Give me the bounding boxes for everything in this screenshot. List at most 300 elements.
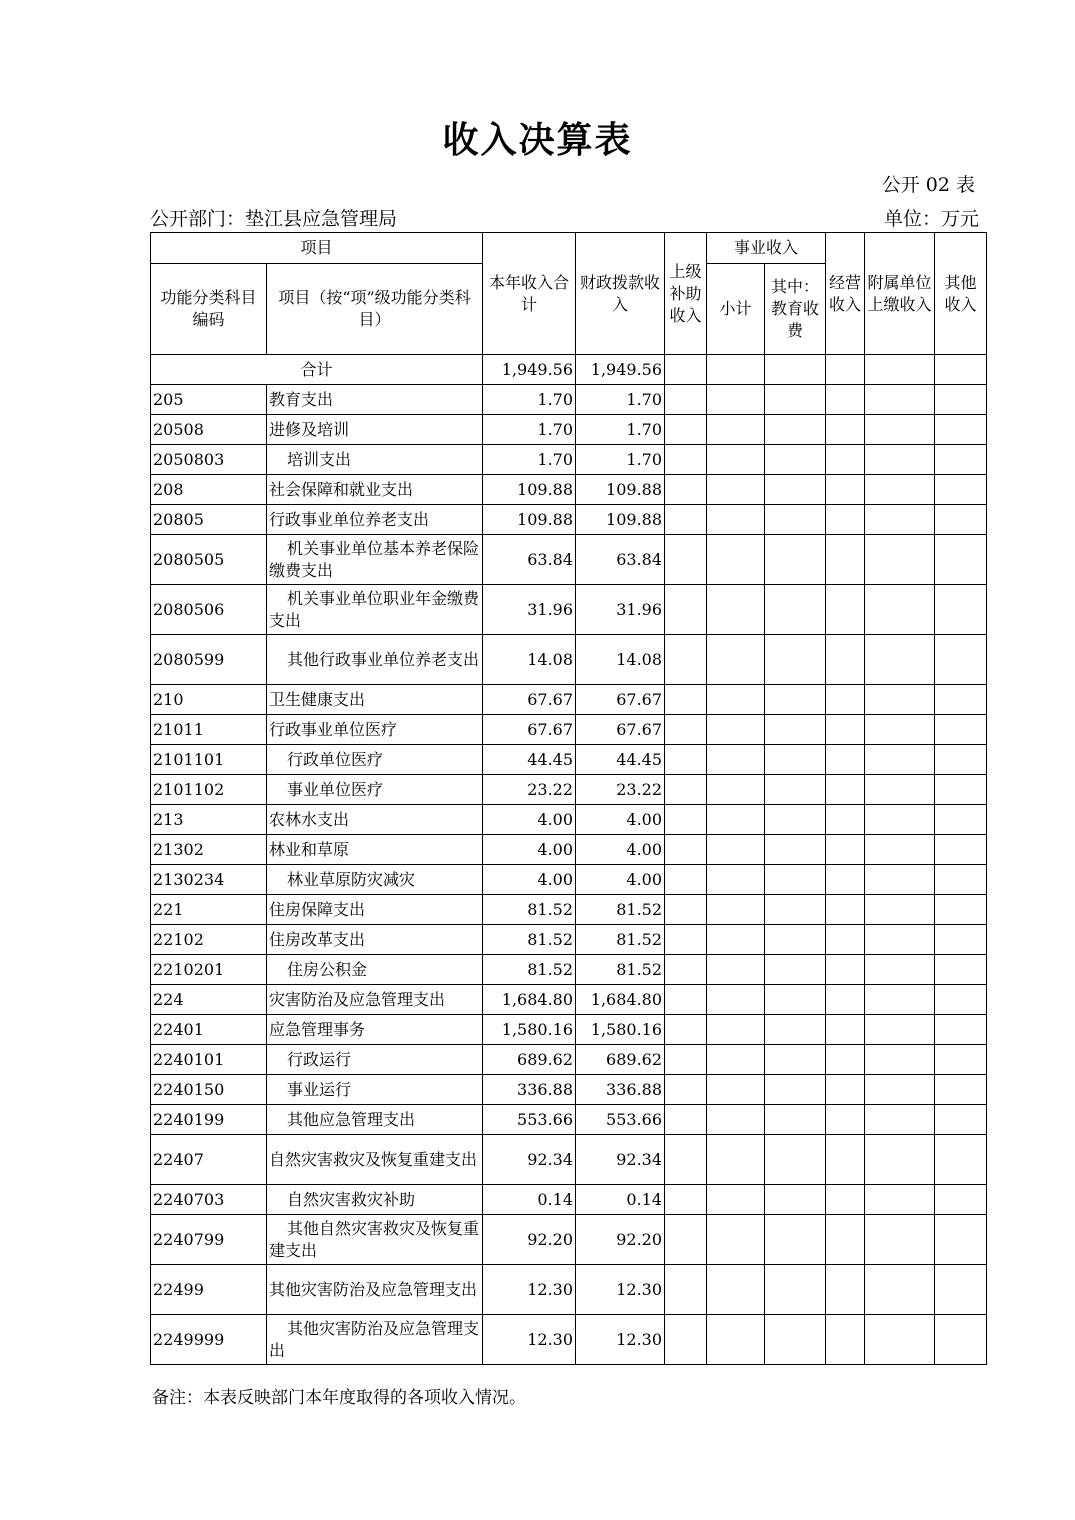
row-code: 2080599 xyxy=(151,635,267,685)
empty-cell xyxy=(865,745,935,775)
empty-cell xyxy=(707,1215,765,1265)
row-fiscal: 1.70 xyxy=(576,385,665,415)
table-row xyxy=(151,385,987,415)
footnote: 备注：本表反映部门本年度取得的各项收入情况。 xyxy=(152,1388,526,1408)
row-total: 63.84 xyxy=(483,535,576,585)
row-total: 67.67 xyxy=(483,685,576,715)
row-name: 机关事业单位基本养老保险缴费支出 xyxy=(267,535,483,585)
row-code: 2101101 xyxy=(151,745,267,775)
empty-cell xyxy=(765,715,826,745)
empty-cell xyxy=(826,835,865,865)
row-name: 住房公积金 xyxy=(267,955,483,985)
header-operating: 经营收入 xyxy=(826,233,865,355)
empty-cell xyxy=(865,1015,935,1045)
row-name: 行政事业单位医疗 xyxy=(267,715,483,745)
row-total: 12.30 xyxy=(483,1265,576,1315)
row-fiscal: 14.08 xyxy=(576,635,665,685)
table-row xyxy=(151,835,987,865)
row-total: 553.66 xyxy=(483,1105,576,1135)
row-total: 92.20 xyxy=(483,1215,576,1265)
row-name: 其他灾害防治及应急管理支出 xyxy=(267,1265,483,1315)
empty-cell xyxy=(935,985,987,1015)
empty-cell xyxy=(765,1185,826,1215)
row-total: 81.52 xyxy=(483,925,576,955)
empty-cell xyxy=(826,415,865,445)
header-affiliated: 附属单位上缴收入 xyxy=(865,233,935,355)
row-code: 22401 xyxy=(151,1015,267,1045)
empty-cell xyxy=(865,1215,935,1265)
empty-cell xyxy=(865,1045,935,1075)
empty-cell xyxy=(826,895,865,925)
empty-cell xyxy=(935,745,987,775)
row-code: 2240150 xyxy=(151,1075,267,1105)
header-project: 项目 xyxy=(151,233,483,264)
empty-cell xyxy=(826,685,865,715)
row-total: 109.88 xyxy=(483,475,576,505)
row-total: 81.52 xyxy=(483,955,576,985)
empty-cell xyxy=(765,685,826,715)
empty-cell xyxy=(865,1315,935,1365)
empty-cell xyxy=(865,1075,935,1105)
empty-cell xyxy=(665,385,707,415)
row-total: 336.88 xyxy=(483,1075,576,1105)
empty-cell xyxy=(707,955,765,985)
row-code: 205 xyxy=(151,385,267,415)
row-code: 22499 xyxy=(151,1265,267,1315)
empty-cell xyxy=(707,1015,765,1045)
row-code: 2080505 xyxy=(151,535,267,585)
empty-cell xyxy=(765,415,826,445)
empty-cell xyxy=(707,865,765,895)
empty-cell xyxy=(707,925,765,955)
empty-cell xyxy=(826,1185,865,1215)
row-fiscal: 12.30 xyxy=(576,1265,665,1315)
empty-cell xyxy=(665,1215,707,1265)
empty-cell xyxy=(665,775,707,805)
empty-cell xyxy=(865,445,935,475)
empty-cell xyxy=(765,1135,826,1185)
empty-cell xyxy=(935,805,987,835)
empty-cell xyxy=(707,1075,765,1105)
header-other: 其他收入 xyxy=(935,233,987,355)
empty-cell xyxy=(826,925,865,955)
row-total: 0.14 xyxy=(483,1185,576,1215)
table-row xyxy=(151,1265,987,1315)
row-fiscal: 44.45 xyxy=(576,745,665,775)
header-superior: 上级补助收入 xyxy=(665,233,707,355)
row-fiscal: 23.22 xyxy=(576,775,665,805)
empty-cell xyxy=(707,1315,765,1365)
header-education: 其中：教育收费 xyxy=(765,264,826,355)
empty-cell xyxy=(707,535,765,585)
empty-cell xyxy=(765,385,826,415)
empty-cell xyxy=(765,1315,826,1365)
row-name: 林业和草原 xyxy=(267,835,483,865)
empty-cell xyxy=(765,635,826,685)
row-name: 其他行政事业单位养老支出 xyxy=(267,635,483,685)
row-total: 1.70 xyxy=(483,415,576,445)
table-row xyxy=(151,745,987,775)
row-total: 23.22 xyxy=(483,775,576,805)
row-fiscal: 67.67 xyxy=(576,715,665,745)
empty-cell xyxy=(765,1265,826,1315)
empty-cell xyxy=(826,505,865,535)
empty-cell xyxy=(826,385,865,415)
table-row xyxy=(151,635,987,685)
row-total: 31.96 xyxy=(483,585,576,635)
row-code: 22407 xyxy=(151,1135,267,1185)
empty-cell xyxy=(865,865,935,895)
empty-cell xyxy=(665,535,707,585)
row-fiscal: 689.62 xyxy=(576,1045,665,1075)
table-row xyxy=(151,585,987,635)
table-row xyxy=(151,1215,987,1265)
empty-cell xyxy=(707,505,765,535)
empty-cell xyxy=(765,1045,826,1075)
empty-cell xyxy=(865,925,935,955)
table-row xyxy=(151,1075,987,1105)
row-name: 应急管理事务 xyxy=(267,1015,483,1045)
empty-cell xyxy=(765,445,826,475)
row-code: 21302 xyxy=(151,835,267,865)
empty-cell xyxy=(765,1015,826,1045)
row-total: 1.70 xyxy=(483,385,576,415)
header-code: 功能分类科目编码 xyxy=(151,264,267,355)
table-row xyxy=(151,445,987,475)
table-row xyxy=(151,805,987,835)
empty-cell xyxy=(935,895,987,925)
empty-cell xyxy=(935,585,987,635)
empty-cell xyxy=(935,685,987,715)
empty-cell xyxy=(935,1105,987,1135)
row-total: 1.70 xyxy=(483,445,576,475)
header-fiscal: 财政拨款收入 xyxy=(576,233,665,355)
row-total: 67.67 xyxy=(483,715,576,745)
row-fiscal: 0.14 xyxy=(576,1185,665,1215)
empty-cell xyxy=(865,895,935,925)
empty-cell xyxy=(826,475,865,505)
empty-cell xyxy=(865,415,935,445)
row-name: 其他应急管理支出 xyxy=(267,1105,483,1135)
empty-cell xyxy=(826,1075,865,1105)
table-row xyxy=(151,1315,987,1365)
row-code: 2240799 xyxy=(151,1215,267,1265)
row-code: 20805 xyxy=(151,505,267,535)
empty-cell xyxy=(865,715,935,745)
row-code: 20508 xyxy=(151,415,267,445)
empty-cell xyxy=(935,1015,987,1045)
empty-cell xyxy=(707,415,765,445)
empty-cell xyxy=(865,1105,935,1135)
empty-cell xyxy=(935,1215,987,1265)
row-code: 221 xyxy=(151,895,267,925)
row-name: 行政事业单位养老支出 xyxy=(267,505,483,535)
row-code: 2130234 xyxy=(151,865,267,895)
empty-cell xyxy=(935,1045,987,1075)
total-row xyxy=(151,355,987,385)
empty-cell xyxy=(707,715,765,745)
row-fiscal: 92.34 xyxy=(576,1135,665,1185)
empty-cell xyxy=(935,1185,987,1215)
row-code: 2101102 xyxy=(151,775,267,805)
empty-cell xyxy=(826,955,865,985)
total-amount: 1,949.56 xyxy=(483,355,576,385)
empty-cell xyxy=(665,985,707,1015)
row-fiscal: 1.70 xyxy=(576,445,665,475)
empty-cell xyxy=(935,445,987,475)
row-code: 210 xyxy=(151,685,267,715)
empty-cell xyxy=(665,835,707,865)
empty-cell xyxy=(707,635,765,685)
empty-cell xyxy=(765,745,826,775)
empty-cell xyxy=(665,415,707,445)
empty-cell xyxy=(865,505,935,535)
row-name: 社会保障和就业支出 xyxy=(267,475,483,505)
empty-cell xyxy=(935,475,987,505)
empty-cell xyxy=(665,475,707,505)
empty-cell xyxy=(826,805,865,835)
row-name: 事业运行 xyxy=(267,1075,483,1105)
empty-cell xyxy=(935,1315,987,1365)
table-row xyxy=(151,985,987,1015)
empty-cell xyxy=(935,635,987,685)
row-code: 2210201 xyxy=(151,955,267,985)
empty-cell xyxy=(665,585,707,635)
empty-cell xyxy=(665,1315,707,1365)
empty-cell xyxy=(665,1135,707,1185)
empty-cell xyxy=(826,445,865,475)
empty-cell xyxy=(707,585,765,635)
empty-cell xyxy=(826,1265,865,1315)
empty-cell xyxy=(865,685,935,715)
empty-cell xyxy=(707,805,765,835)
row-total: 4.00 xyxy=(483,805,576,835)
row-fiscal: 4.00 xyxy=(576,835,665,865)
empty-cell xyxy=(707,1135,765,1185)
row-code: 2240703 xyxy=(151,1185,267,1215)
empty-cell xyxy=(865,635,935,685)
row-fiscal: 81.52 xyxy=(576,955,665,985)
table-row xyxy=(151,955,987,985)
row-code: 22102 xyxy=(151,925,267,955)
row-fiscal: 4.00 xyxy=(576,805,665,835)
row-name: 机关事业单位职业年金缴费支出 xyxy=(267,585,483,635)
empty-cell xyxy=(665,1075,707,1105)
table-row xyxy=(151,535,987,585)
empty-cell xyxy=(707,445,765,475)
row-name: 自然灾害救灾补助 xyxy=(267,1185,483,1215)
empty-cell xyxy=(865,985,935,1015)
header-business: 事业收入 xyxy=(707,233,826,264)
header-total: 本年收入合计 xyxy=(483,233,576,355)
row-name: 灾害防治及应急管理支出 xyxy=(267,985,483,1015)
empty-cell xyxy=(826,1215,865,1265)
row-fiscal: 63.84 xyxy=(576,535,665,585)
row-total: 4.00 xyxy=(483,835,576,865)
table-row xyxy=(151,1045,987,1075)
total-label: 合计 xyxy=(151,355,483,385)
empty-cell xyxy=(865,585,935,635)
row-fiscal: 336.88 xyxy=(576,1075,665,1105)
table-row xyxy=(151,1105,987,1135)
row-total: 689.62 xyxy=(483,1045,576,1075)
empty-cell xyxy=(826,1045,865,1075)
empty-cell xyxy=(665,505,707,535)
row-name: 行政单位医疗 xyxy=(267,745,483,775)
empty-cell xyxy=(765,775,826,805)
row-total: 1,580.16 xyxy=(483,1015,576,1045)
empty-cell xyxy=(707,895,765,925)
table-row xyxy=(151,775,987,805)
row-fiscal: 1,684.80 xyxy=(576,985,665,1015)
empty-cell xyxy=(765,985,826,1015)
row-total: 81.52 xyxy=(483,895,576,925)
row-code: 208 xyxy=(151,475,267,505)
row-name: 住房保障支出 xyxy=(267,895,483,925)
empty-cell xyxy=(826,1105,865,1135)
empty-cell xyxy=(665,865,707,895)
empty-cell xyxy=(707,1105,765,1135)
table-row xyxy=(151,505,987,535)
row-code: 21011 xyxy=(151,715,267,745)
header-subtotal: 小计 xyxy=(707,264,765,355)
table-row xyxy=(151,865,987,895)
table-row xyxy=(151,925,987,955)
row-fiscal: 67.67 xyxy=(576,685,665,715)
empty-cell xyxy=(865,955,935,985)
form-number: 公开 02 表 xyxy=(881,174,975,196)
empty-cell xyxy=(665,685,707,715)
empty-cell xyxy=(826,635,865,685)
table-row xyxy=(151,1015,987,1045)
empty-cell xyxy=(935,865,987,895)
empty-cell xyxy=(707,475,765,505)
empty-cell xyxy=(935,775,987,805)
empty-cell xyxy=(865,1265,935,1315)
empty-cell xyxy=(665,805,707,835)
empty-cell xyxy=(826,775,865,805)
page-title: 收入决算表 xyxy=(442,120,633,161)
row-total: 12.30 xyxy=(483,1315,576,1365)
row-name: 住房改革支出 xyxy=(267,925,483,955)
total-fiscal: 1,949.56 xyxy=(576,355,665,385)
empty-cell xyxy=(865,835,935,865)
empty-cell xyxy=(865,775,935,805)
empty-cell xyxy=(826,1315,865,1365)
table-row xyxy=(151,685,987,715)
row-fiscal: 109.88 xyxy=(576,505,665,535)
empty-cell xyxy=(935,715,987,745)
empty-cell xyxy=(935,535,987,585)
row-name: 教育支出 xyxy=(267,385,483,415)
row-fiscal: 12.30 xyxy=(576,1315,665,1365)
row-code: 2080506 xyxy=(151,585,267,635)
empty-cell xyxy=(665,445,707,475)
empty-cell xyxy=(935,505,987,535)
row-name: 培训支出 xyxy=(267,445,483,475)
row-name: 林业草原防灾减灾 xyxy=(267,865,483,895)
empty-cell xyxy=(765,1105,826,1135)
row-name: 进修及培训 xyxy=(267,415,483,445)
row-code: 2249999 xyxy=(151,1315,267,1365)
empty-cell xyxy=(765,505,826,535)
empty-cell xyxy=(765,585,826,635)
empty-cell xyxy=(765,475,826,505)
empty-cell xyxy=(765,865,826,895)
empty-cell xyxy=(665,1265,707,1315)
empty-cell xyxy=(865,1135,935,1185)
empty-cell xyxy=(826,865,865,895)
row-name: 自然灾害救灾及恢复重建支出 xyxy=(267,1135,483,1185)
empty-cell xyxy=(707,1045,765,1075)
table-row xyxy=(151,895,987,925)
row-name: 卫生健康支出 xyxy=(267,685,483,715)
empty-cell xyxy=(765,1075,826,1105)
empty-cell xyxy=(935,1075,987,1105)
empty-cell xyxy=(826,715,865,745)
empty-cell xyxy=(765,805,826,835)
empty-cell xyxy=(865,385,935,415)
empty-cell xyxy=(665,1185,707,1215)
empty-cell xyxy=(826,745,865,775)
row-name: 事业单位医疗 xyxy=(267,775,483,805)
row-name: 农林水支出 xyxy=(267,805,483,835)
empty-cell xyxy=(665,1105,707,1135)
row-code: 2240199 xyxy=(151,1105,267,1135)
empty-cell xyxy=(665,1015,707,1045)
empty-cell xyxy=(826,585,865,635)
row-name: 行政运行 xyxy=(267,1045,483,1075)
row-total: 14.08 xyxy=(483,635,576,685)
row-total: 1,684.80 xyxy=(483,985,576,1015)
row-fiscal: 1.70 xyxy=(576,415,665,445)
empty-cell xyxy=(665,925,707,955)
unit-label: 单位：万元 xyxy=(883,208,979,230)
empty-cell xyxy=(707,385,765,415)
header-name: 项目（按“项”级功能分类科目） xyxy=(267,264,483,355)
empty-cell xyxy=(707,745,765,775)
empty-cell xyxy=(707,985,765,1015)
empty-cell xyxy=(665,745,707,775)
table-row xyxy=(151,1185,987,1215)
empty-cell xyxy=(865,535,935,585)
table-row xyxy=(151,715,987,745)
row-code: 2240101 xyxy=(151,1045,267,1075)
empty-cell xyxy=(707,1265,765,1315)
row-code: 2050803 xyxy=(151,445,267,475)
empty-cell xyxy=(765,895,826,925)
row-fiscal: 109.88 xyxy=(576,475,665,505)
row-fiscal: 31.96 xyxy=(576,585,665,635)
empty-cell xyxy=(765,925,826,955)
empty-cell xyxy=(765,535,826,585)
empty-cell xyxy=(765,835,826,865)
income-table xyxy=(150,232,987,1365)
empty-cell xyxy=(665,895,707,925)
row-fiscal: 1,580.16 xyxy=(576,1015,665,1045)
row-name: 其他灾害防治及应急管理支出 xyxy=(267,1315,483,1365)
empty-cell xyxy=(665,635,707,685)
table-row xyxy=(151,415,987,445)
row-fiscal: 553.66 xyxy=(576,1105,665,1135)
empty-cell xyxy=(826,535,865,585)
empty-cell xyxy=(707,1185,765,1215)
empty-cell xyxy=(935,1265,987,1315)
empty-cell xyxy=(665,1045,707,1075)
empty-cell xyxy=(935,925,987,955)
row-total: 92.34 xyxy=(483,1135,576,1185)
row-total: 109.88 xyxy=(483,505,576,535)
